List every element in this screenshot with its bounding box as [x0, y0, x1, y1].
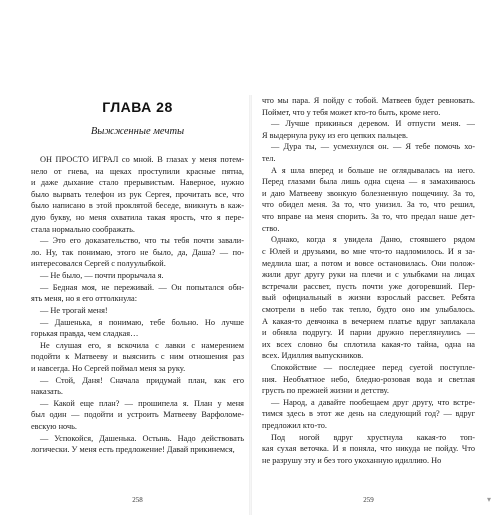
text-line: Я выдернула руку из его цепких пальцев.: [262, 130, 408, 140]
text-line: был один — подойти и устроить Матвееву Варфоломе-: [31, 410, 244, 420]
text-line: Спокойствие — последнее перед суетой поступле-: [271, 363, 475, 373]
text-line: что мы пара. Я пойду с тобой. Матвеев будет ревновать.: [262, 96, 475, 105]
text-line: было вырвать телефон из рук Сергея, прочитать все, что: [31, 189, 244, 199]
page-number-left: 258: [132, 496, 143, 504]
text-line: тимся здесь в этот же день на следующий год? — вдруг: [262, 409, 475, 419]
page-number-right: 259: [363, 496, 374, 504]
text-line: не разрушу эту и без того укоханную идиллию. Но: [262, 455, 442, 465]
right-page: [262, 0, 475, 532]
text-line: медлила шаг, а потом и вовсе остановилась. Они полож-: [262, 258, 475, 268]
text-line: — Народ, а давайте пообещаем друг другу, что встре-: [271, 397, 475, 407]
text-line: с Юлей и друзьями, во мне что-то надломилось. И я за-: [262, 246, 475, 256]
right-page-text: [262, 95, 475, 467]
text-line: интересовался Сергей с полуулыбкой.: [31, 259, 166, 269]
text-line: кая сухая веточка. И я поняла, что никуда не пойду. Что: [262, 444, 475, 454]
text-line: евскую ночь.: [31, 422, 77, 432]
text-line: встречали рассвет, пусть почти уже догоревший. Пер-: [262, 281, 475, 291]
left-page: [31, 0, 244, 532]
text-line: предложил кто-то.: [262, 421, 327, 431]
text-line: ять меня, но я его оттолкнула:: [31, 294, 138, 304]
text-line: было написано в этой проклятой беседе, вникнуть в каж-: [31, 201, 244, 211]
text-line: логически. У меня есть предложение! Давай прикинемся,: [31, 445, 235, 455]
text-line: наказать.: [31, 387, 63, 397]
text-line: и навсегда. Но Сергей поймал меня за руку.: [31, 363, 186, 373]
text-line: жили друг другу руки на плечи и с улыбками на лицах: [262, 270, 475, 280]
chapter-subtitle: Выжженные мечты: [90, 126, 185, 137]
text-line: ОН ПРОСТО ИГРАЛ со мной. В глазах у меня потем-: [40, 155, 244, 164]
text-line: и обняла подругу. И парни дружно переглянулись —: [262, 328, 475, 338]
text-line: Поймет, что у тебя может кто-то быть, кроме него.: [262, 107, 441, 117]
text-line: ло. Ну, так понимаю, этого не было, да, Даша? — по-: [31, 247, 244, 257]
text-line: А я шла вперед и больше не оглядывалась на него.: [271, 165, 475, 175]
text-line: Перед глазами была лишь одна сцена — я замахиваюсь: [262, 177, 475, 187]
text-line: — Дура ты, — усмехнулся он. — Я тебе помочь хо-: [271, 142, 475, 152]
text-line: — Какой еще план? — прошипела я. План у меня: [40, 398, 244, 408]
text-line: тел.: [262, 154, 276, 164]
text-line: их всех словно бы сплотила какая-то тайна, одна на: [262, 339, 475, 349]
text-line: всех. Идиллия выпускников.: [262, 351, 364, 361]
text-line: нело от гнева, на щеках проступили красные пятна,: [31, 166, 244, 176]
text-line: — Стой, Даня! Сначала придумай план, как его: [40, 375, 244, 385]
text-line: вый официальный в жизни взрослый рассвет. Ребята: [262, 293, 475, 303]
book-gutter: [249, 95, 252, 515]
text-line: ство.: [262, 223, 280, 233]
text-line: — Успокойся, Дашенька. Остынь. Надо действовать: [40, 433, 244, 443]
text-line: Однако, когда я увидела Даню, стоявшего рядом: [271, 235, 475, 245]
text-line: — Бедная моя, не переживай. — Он попытался обн-: [40, 282, 244, 292]
chevron-down-icon[interactable]: ▾: [486, 495, 491, 504]
text-line: и даже дыхание стало прерывистым. Наверное, нужно: [31, 178, 244, 188]
text-line: ния. Необъятное небо, бледно-розовая вода и светлая: [262, 374, 475, 384]
chapter-heading: ГЛАВА 28: [102, 99, 173, 115]
text-line: — Не трогай меня!: [40, 305, 108, 315]
text-line: что вправе на меня спорить. За то, что предал наше дет-: [262, 212, 475, 222]
text-line: грусть по прежней жизни и детству.: [262, 386, 389, 396]
text-line: стала нормально соображать.: [31, 224, 135, 234]
text-line: и даю Матвееву звонкую болезненную пощечину. За то,: [262, 188, 475, 198]
text-line: А какая-то девчонка в вечернем платье вдруг заплакала: [262, 316, 475, 326]
text-line: — Дашенька, я понимаю, тебе больно. Но лучше: [40, 317, 244, 327]
text-line: Под ногой вдруг хрустнула какая-то топ-: [271, 432, 475, 442]
text-line: — Не было, — почти прорычала я.: [40, 271, 164, 281]
left-page-text: [31, 154, 244, 456]
text-line: — Лучше прикинься деревом. И отпусти меня. —: [271, 119, 475, 129]
text-line: горькая правда, чем сладкая…: [31, 329, 139, 339]
text-line: что обидел меня. За то, что унизил. За то, что решил,: [262, 200, 475, 210]
text-line: смотрели в небо так тепло, будто оно им улыбалось.: [262, 304, 475, 314]
text-line: — Это его доказательство, что ты тебя почти завали-: [40, 236, 244, 246]
text-line: подойти к Матвееву и выяснить с ним отношения раз: [31, 352, 244, 362]
text-line: Не слушая его, я вскочила с лавки с намерением: [40, 340, 244, 350]
text-line: дую букву, но меня охватила такая ярость, что я пере-: [31, 213, 244, 223]
